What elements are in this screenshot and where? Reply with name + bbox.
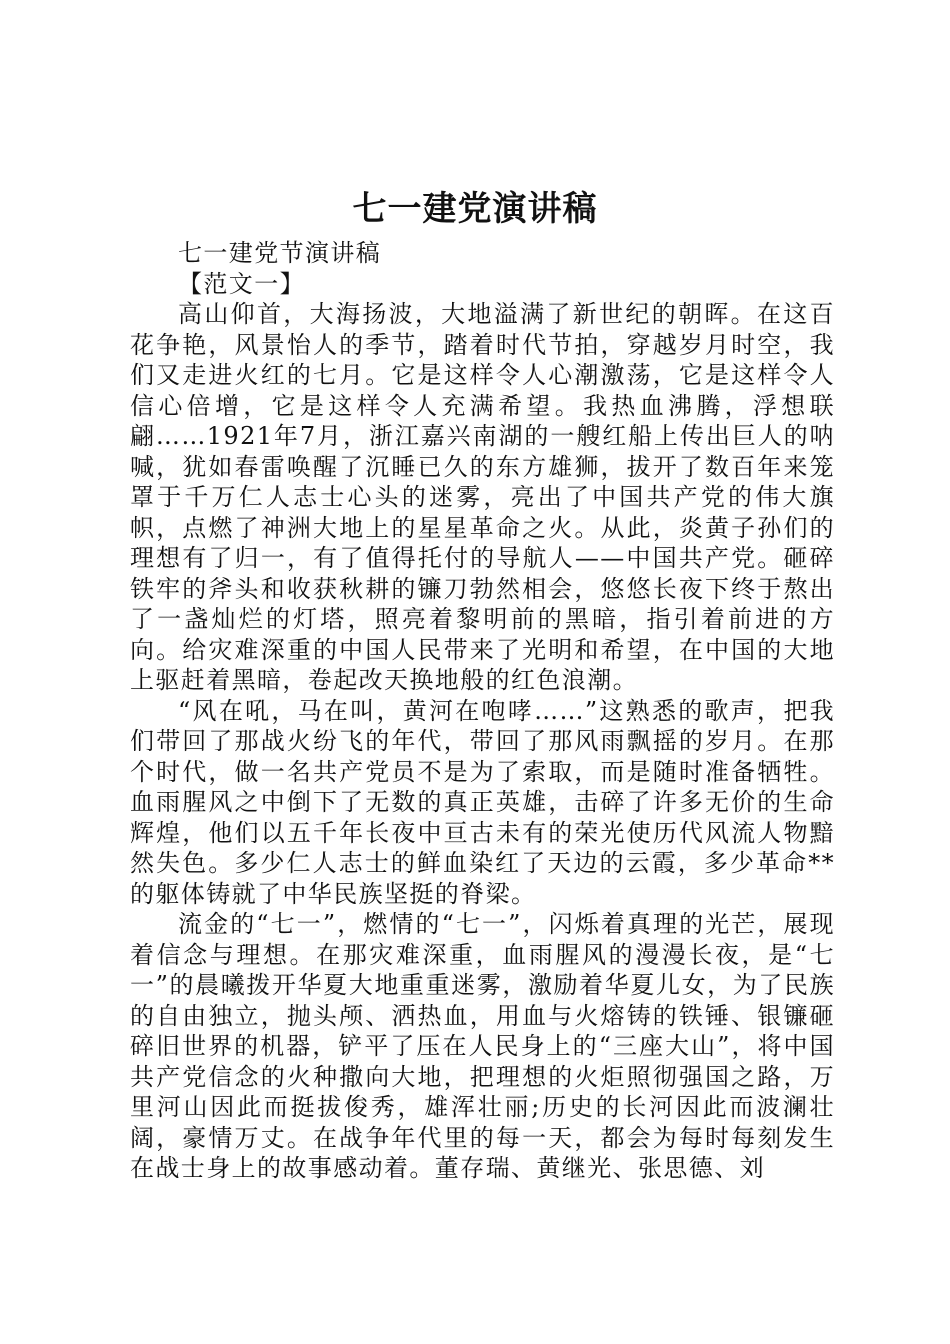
- document-title: 七一建党演讲稿: [352, 189, 598, 229]
- section-label: 【范文一】: [178, 269, 305, 298]
- body-paragraph: “风在吼，马在叫，黄河在咆哮……”这熟悉的歌声，把我们带回了那战火纷飞的年代，带回了那风雨飘摇的岁月。在那个时代，做一名共产党员不是为了索取，而是随时准备牺牲。血雨腥风之中倒下了无数的真正英雄，击碎了许多无价的生命辉煌，他们以五千年长夜中亘古未有的荣光使历代风流人物黯然失色。多少仁人志士的鲜血染红了天边的云霞，多少革命**的躯体铸就了中华民族坚挺的脊梁。: [130, 696, 835, 908]
- subtitle-paragraph: 七一建党节演讲稿: [178, 239, 382, 267]
- body-paragraph: 流金的“七一”，燃情的“七一”，闪烁着真理的光芒，展现着信念与理想。在那灾难深重，血雨腥风的漫漫长夜，是“七一”的晨曦拨开华夏大地重重迷雾，激励着华夏儿女，为了民族的自由独立，抛头颅、洒热血，用血与火熔铸的铁锤、银镰砸碎旧世界的机器，铲平了压在人民身上的“三座大山”，将中国共产党信念的火种撒向大地，把理想的火炬照彻强国之路，万里河山因此而挺拔俊秀，雄浑壮丽;历史的长河因此而波澜壮阔，豪情万丈。在战争年代里的每一天，都会为每时每刻发生在战士身上的故事感动着。董存瑞、黄继光、张思德、刘: [130, 910, 835, 1182]
- body-paragraph: 高山仰首，大海扬波，大地溢满了新世纪的朝晖。在这百花争艳，风景怡人的季节，踏着时代节拍，穿越岁月时空，我们又走进火红的七月。它是这样令人心潮激荡，它是这样令人信心倍增，它是这样令人充满希望。我热血沸腾，浮想联翩……1921年7月，浙江嘉兴南湖的一艘红船上传出巨人的呐喊，犹如春雷唤醒了沉睡已久的东方雄狮，拔开了数百年来笼罩于千万仁人志士心头的迷雾，亮出了中国共产党的伟大旗帜，点燃了神洲大地上的星星革命之火。从此，炎黄子孙们的理想有了归一，有了值得托付的导航人——中国共产党。砸碎铁牢的斧头和收获秋耕的镰刀勃然相会，悠悠长夜下终于熬出了一盏灿烂的灯塔，照亮着黎明前的黑暗，指引着前进的方向。给灾难深重的中国人民带来了光明和希望，在中国的大地上驱赶着黑暗，卷起改天换地般的红色浪潮。: [130, 300, 835, 694]
- document-body: [130, 238, 835, 1184]
